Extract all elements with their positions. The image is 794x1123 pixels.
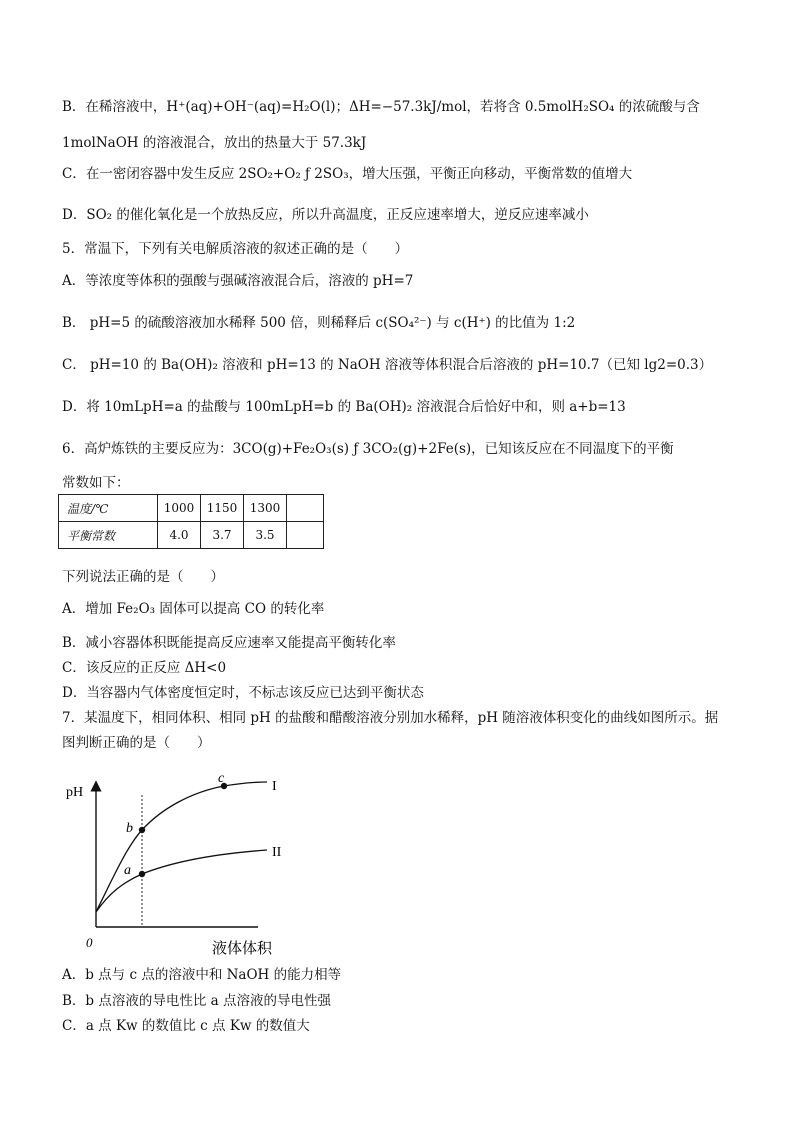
- q5-option-a: A．等浓度等体积的强酸与强碱溶液混合后，溶液的 pH=7: [62, 273, 414, 289]
- point-b-label: b: [126, 821, 133, 836]
- q7-stem-line2: 图判断正确的是（ ）: [62, 735, 211, 751]
- table-cell-temp-2: 1150: [201, 495, 244, 522]
- table-cell-temp-3: 1300: [244, 495, 287, 522]
- q4-option-c: C．在一密闭容器中发生反应 2SO₂+O₂ ƒ 2SO₃，增大压强，平衡正向移动，平衡常数的值增大: [62, 166, 633, 182]
- x-axis-label: 液体体积: [212, 941, 273, 957]
- curve-i-label: I: [272, 779, 277, 794]
- point-a-label: a: [124, 863, 131, 878]
- q7-option-c: C．a 点 Kw 的数值比 c 点 Kw 的数值大: [62, 1018, 310, 1034]
- table-header-constant: 平衡常数: [59, 522, 158, 549]
- q6-option-c: C．该反应的正反应 ΔH<0: [62, 660, 227, 676]
- curve-ii: [96, 850, 267, 912]
- q4-option-b-line2: 1molNaOH 的溶液混合，放出的热量大于 57.3kJ: [62, 135, 367, 151]
- q4-option-b-line1: B．在稀溶液中，H⁺(aq)+OH⁻(aq)=H₂O(l)；ΔH=−57.3kJ/mol，若将含 0.5molH₂SO₄ 的浓硫酸与含: [62, 99, 700, 115]
- q6-ask: 下列说法正确的是（ ）: [62, 569, 224, 585]
- q7-option-a: A．b 点与 c 点的溶液中和 NaOH 的能力相等: [62, 967, 342, 983]
- q5-option-b: B． pH=5 的硫酸溶液加水稀释 500 倍，则稀释后 c(SO₄²⁻) 与 c(H⁺) 的比值为 1:2: [62, 315, 576, 331]
- table-cell-temp-1: 1000: [158, 495, 201, 522]
- q6-stem-line1: 6．高炉炼铁的主要反应为：3CO(g)+Fe₂O₃(s) ƒ 3CO₂(g)+2Fe(s)，已知该反应在不同温度下的平衡: [62, 441, 674, 457]
- q7-stem-line1: 7．某温度下，相同体积、相同 pH 的盐酸和醋酸溶液分别加水稀释，pH 随溶液体积变化的曲线如图所示。据: [62, 710, 719, 726]
- q6-stem-line2: 常数如下：: [62, 475, 130, 491]
- q5-stem: 5．常温下，下列有关电解质溶液的叙述正确的是（ ）: [62, 241, 409, 257]
- table-cell-k-2: 3.7: [201, 522, 244, 549]
- table-cell-empty: [287, 495, 324, 522]
- table-header-temperature: 温度/℃: [59, 495, 158, 522]
- ph-dilution-graph: [62, 770, 302, 960]
- point-a-marker: [139, 871, 145, 877]
- q7-option-b: B．b 点溶液的导电性比 a 点溶液的导电性强: [62, 993, 331, 1009]
- point-c-label: c: [218, 771, 225, 786]
- curve-ii-label: II: [272, 845, 282, 860]
- table-cell-k-1: 4.0: [158, 522, 201, 549]
- q6-option-a: A．增加 Fe₂O₃ 固体可以提高 CO 的转化率: [62, 601, 325, 617]
- curve-i: [96, 782, 267, 912]
- q6-option-d: D．当容器内气体密度恒定时，不标志该反应已达到平衡状态: [62, 685, 424, 701]
- point-b-marker: [139, 827, 145, 833]
- origin-label: 0: [86, 935, 93, 950]
- table-cell-empty: [287, 522, 324, 549]
- table-cell-k-3: 3.5: [244, 522, 287, 549]
- q4-option-d: D．SO₂ 的催化氧化是一个放热反应，所以升高温度，正反应速率增大，逆反应速率减小: [62, 207, 589, 223]
- equilibrium-constant-table: [58, 494, 324, 549]
- q5-option-d: D．将 10mLpH=a 的盐酸与 100mLpH=b 的 Ba(OH)₂ 溶液混合后恰好中和，则 a+b=13: [62, 399, 626, 415]
- table-row: [59, 495, 324, 522]
- table-row: [59, 522, 324, 549]
- q6-option-b: B．减小容器体积既能提高反应速率又能提高平衡转化率: [62, 635, 396, 651]
- y-axis-label: pH: [66, 785, 84, 800]
- q5-option-c: C． pH=10 的 Ba(OH)₂ 溶液和 pH=13 的 NaOH 溶液等体积混合后溶液的 pH=10.7（已知 lg2=0.3）: [62, 357, 713, 373]
